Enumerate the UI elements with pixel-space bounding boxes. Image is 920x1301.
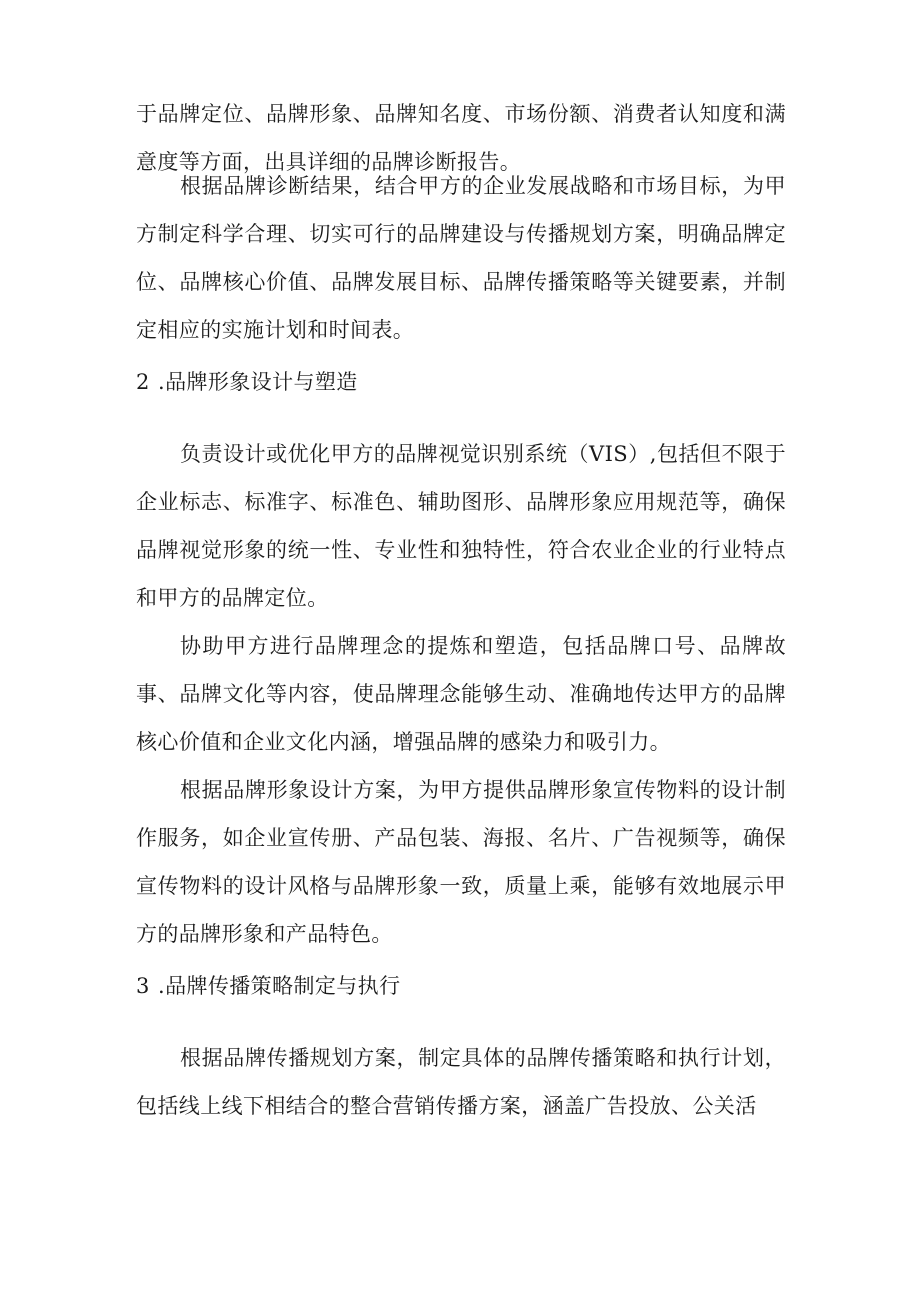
paragraph-vis-design: 负责设计或优化甲方的品牌视觉识别系统（VIS）,包括但不限于企业标志、标准字、标准色、辅助图形、品牌形象应用规范等，确保品牌视觉形象的统一性、专业性和独特性，符合农业企业的行业特点和甲方的品牌定位。 xyxy=(136,442,786,610)
section-title: .品牌形象设计与塑造 xyxy=(158,370,358,394)
paragraph-promo-materials: 根据品牌形象设计方案，为甲方提供品牌形象宣传物料的设计制作服务，如企业宣传册、产品包装、海报、名片、广告视频等，确保宣传物料的设计风格与品牌形象一致，质量上乘，能够有效地展示甲方的品牌形象和产品特色。 xyxy=(136,778,786,946)
section-number: 2 xyxy=(136,370,150,394)
paragraph-brand-concept: 协助甲方进行品牌理念的提炼和塑造，包括品牌口号、品牌故事、品牌文化等内容，使品牌理念能够生动、准确地传达甲方的品牌核心价值和企业文化内涵，增强品牌的感染力和吸引力。 xyxy=(136,634,786,754)
section-heading-2 xyxy=(136,358,786,406)
section-number: 3 xyxy=(136,974,150,998)
paragraph-communication-strategy: 根据品牌传播规划方案，制定具体的品牌传播策略和执行计划，包括线上线下相结合的整合营销传播方案，涵盖广告投放、公关活 xyxy=(136,1046,786,1118)
section-heading-3 xyxy=(136,962,786,1010)
paragraph-brand-diagnosis-report: 于品牌定位、品牌形象、品牌知名度、市场份额、消费者认知度和满意度等方面，出具详细的品牌诊断报告。 xyxy=(136,102,786,174)
section-title: .品牌传播策略制定与执行 xyxy=(158,974,401,998)
paragraph-brand-planning: 根据品牌诊断结果，结合甲方的企业发展战略和市场目标，为甲方制定科学合理、切实可行的品牌建设与传播规划方案，明确品牌定位、品牌核心价值、品牌发展目标、品牌传播策略等关键要素，并制定相应的实施计划和时间表。 xyxy=(136,174,786,342)
